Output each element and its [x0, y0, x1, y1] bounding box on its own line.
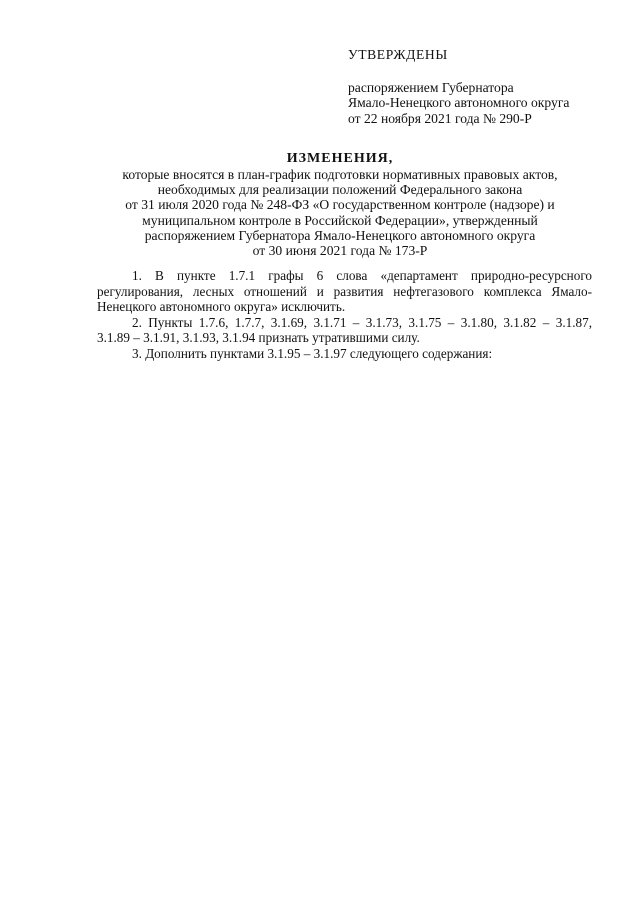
title-line: необходимых для реализации положений Федерального закона — [157, 182, 523, 198]
paragraph-line: регулирования, лесных отношений и развития нефтегазового комплекса Ямало- — [97, 283, 592, 299]
paragraph-line: 2. Пункты 1.7.6, 1.7.7, 3.1.69, 3.1.71 – 3.1.73, 3.1.75 – 3.1.80, 3.1.82 – 3.1.87, — [132, 314, 592, 330]
paragraph-2 — [97, 315, 592, 346]
title-line: от 30 июня 2021 года № 173-Р — [252, 243, 428, 259]
title-line: от 31 июля 2020 года № 248-ФЗ «О государственном контроле (надзоре) и — [125, 197, 555, 213]
paragraph-line: 3.1.89 – 3.1.91, 3.1.93, 3.1.94 признать утратившими силу. — [97, 330, 420, 345]
title-line: распоряжением Губернатора Ямало-Ненецкого автономного округа — [144, 227, 536, 243]
approval-stamp-block — [348, 47, 569, 126]
approval-line: от 22 ноября 2021 года № 290-Р — [348, 110, 532, 126]
paragraph-line: 1. В пункте 1.7.1 графы 6 слова «департамент природно-ресурсного — [132, 268, 592, 283]
document-body — [97, 268, 592, 361]
paragraph-line: 3. Дополнить пунктами 3.1.95 – 3.1.97 следующего содержания: — [132, 345, 493, 361]
approval-line: распоряжением Губернатора — [348, 79, 514, 95]
title-line: которые вносятся в план-график подготовки нормативных правовых актов, — [122, 167, 558, 182]
document-heading: ИЗМЕНЕНИЯ, — [286, 151, 394, 166]
document-title-block — [80, 150, 600, 258]
approval-line: Ямало-Ненецкого автономного округа — [348, 95, 570, 110]
title-line: муниципальном контроле в Российской Федерации», утвержденный — [142, 212, 538, 228]
approval-stamp-title: УТВЕРЖДЕНЫ — [348, 47, 448, 62]
paragraph-line: Ненецкого автономного округа» исключить. — [97, 299, 346, 314]
paragraph-1 — [97, 268, 592, 315]
paragraph-3 — [97, 346, 592, 362]
